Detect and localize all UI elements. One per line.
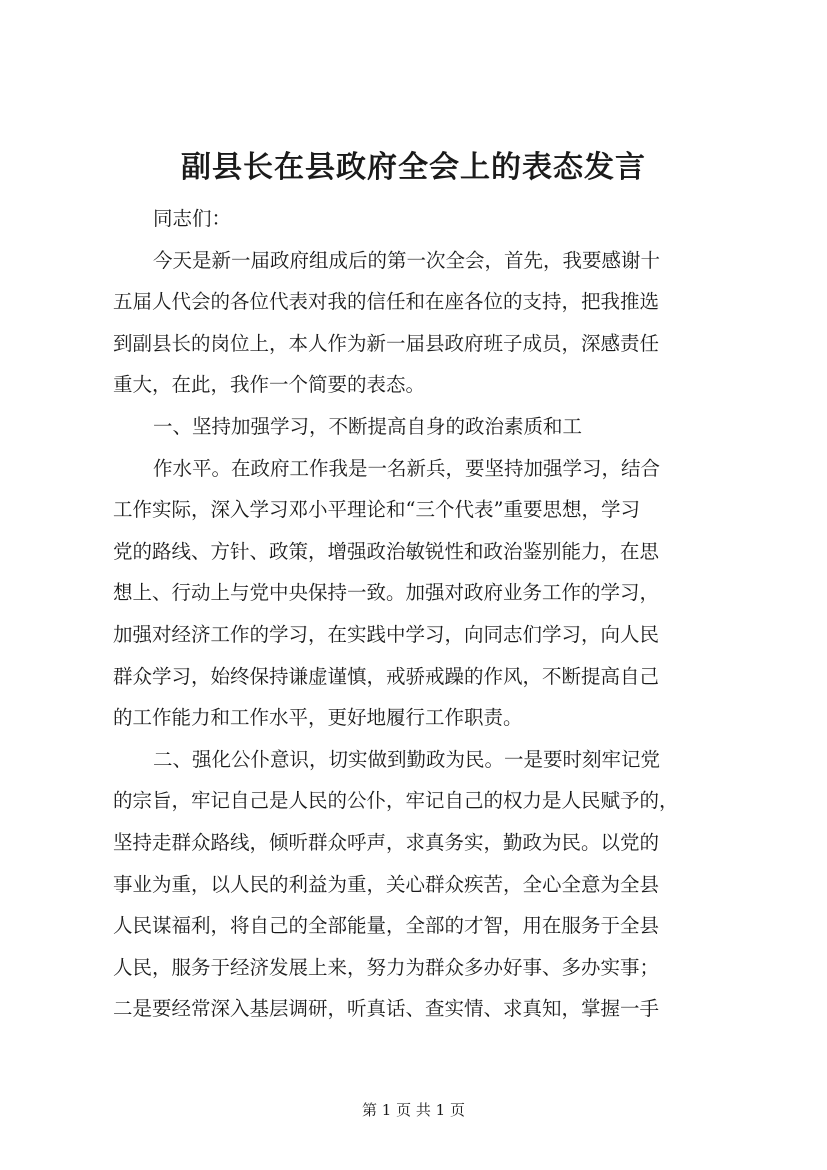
section-heading-line: 二、强化公仆意识，切实做到勤政为民。一是要时刻牢记党: [153, 747, 661, 771]
section-heading-line: 一、坚持加强学习，不断提高自身的政治素质和工: [153, 414, 583, 438]
paragraph-line: 二是要经常深入基层调研，听真话、查实情、求真知，掌握一手: [113, 997, 660, 1021]
paragraph-line: 人民谋福利，将自己的全部能量，全部的才智，用在服务于全县: [113, 914, 660, 938]
paragraph-line: 的工作能力和工作水平，更好地履行工作职责。: [113, 706, 523, 730]
paragraph-line: 五届人代会的各位代表对我的信任和在座各位的支持，把我推选: [113, 290, 660, 314]
paragraph-line: 到副县长的岗位上，本人作为新一届县政府班子成员，深感责任: [113, 331, 660, 355]
paragraph-line: 想上、行动上与党中央保持一致。加强对政府业务工作的学习，: [113, 581, 660, 605]
paragraph-line: 作水平。在政府工作我是一名新兵，要坚持加强学习，结合: [153, 456, 661, 480]
paragraph-line: 坚持走群众路线，倾听群众呼声，求真务实，勤政为民。以党的: [113, 830, 660, 854]
paragraph-line: 人民，服务于经济发展上来，努力为群众多办好事、多办实事；: [113, 955, 660, 979]
paragraph-line: 的宗旨，牢记自己是人民的公仆，牢记自己的权力是人民赋予的，: [113, 789, 679, 813]
page-number-footer: 第 1 页 共 1 页: [362, 1101, 465, 1119]
paragraph-line: 党的路线、方针、政策，增强政治敏锐性和政治鉴别能力，在思: [113, 539, 660, 563]
document-title: 副县长在县政府全会上的表态发言: [181, 150, 646, 185]
salutation-line: 同志们：: [153, 207, 232, 230]
paragraph-line: 工作实际，深入学习邓小平理论和“三个代表”重要思想，学习: [113, 498, 640, 522]
paragraph-line: 群众学习，始终保持谦虚谨慎，戒骄戒躁的作风，不断提高自己: [113, 664, 660, 688]
document-body: [113, 198, 715, 1030]
paragraph-line: 加强对经济工作的学习，在实践中学习，向同志们学习，向人民: [113, 622, 660, 646]
paragraph-line: 重大，在此，我作一个简要的表态。: [113, 373, 426, 397]
paragraph-line: 今天是新一届政府组成后的第一次全会，首先，我要感谢十: [153, 248, 661, 272]
paragraph-line: 事业为重，以人民的利益为重，关心群众疾苦，全心全意为全县: [113, 872, 660, 896]
